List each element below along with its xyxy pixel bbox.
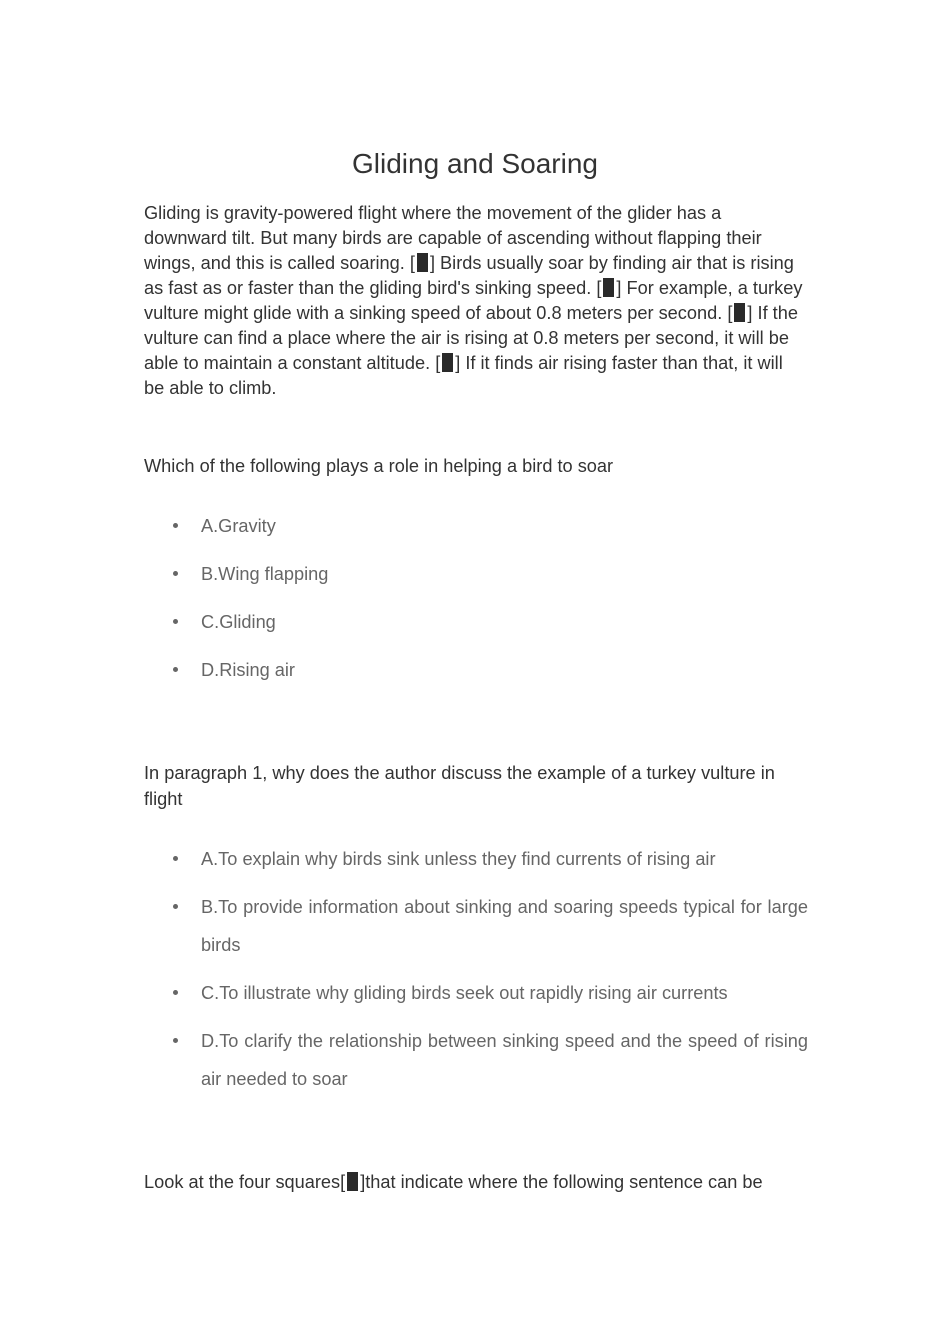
option-b[interactable]: B.Wing flapping <box>144 555 808 593</box>
question-1-options <box>144 507 808 699</box>
insertion-square-3 <box>734 303 745 322</box>
question-2-prompt: In paragraph 1, why does the author discuss the example of a turkey vulture in flight <box>144 763 775 809</box>
prompt-text: ]that indicate where the following sentence can be <box>360 1172 763 1192</box>
prompt-text: Look at the four squares[ <box>144 1172 346 1192</box>
square-symbol <box>347 1172 358 1191</box>
option-d[interactable]: D.Rising air <box>144 651 808 689</box>
insertion-square-1 <box>417 253 428 272</box>
reading-passage: Gliding is gravity-powered flight where the movement of the glider has a downward tilt. But many birds are capable of ascending without flapping their wings, and this is called soaring. [ ] Birds usually soar by finding air that is rising as fast as or faster than the gliding bird's sinking speed. [ ] For example, a turkey vulture might glide with a sinking speed of about 0.8 meters per second. [ ] If the vulture can find a place where the air is rising at 0.8 meters per second, it will be able to maintain a constant altitude. [ ] If it finds air rising faster than that, it will be able to climb. <box>144 203 803 398</box>
question-3-prompt <box>144 1169 808 1195</box>
option-c[interactable]: C.Gliding <box>144 603 808 641</box>
option-c[interactable]: C.To illustrate why gliding birds seek out rapidly rising air currents <box>144 974 808 1012</box>
insertion-square-2 <box>603 278 614 297</box>
question-1-prompt: Which of the following plays a role in helping a bird to soar <box>144 456 614 476</box>
option-b[interactable]: B.To provide information about sinking and soaring speeds typical for large birds <box>144 888 808 964</box>
passage-segment: If the vulture can find a place where the air is rising at 0.8 meters per second, it will be able to maintain a constant altitude. <box>144 303 798 373</box>
passage-segment: Gliding is gravity-powered flight where the movement of the glider has a downward tilt. But many birds are capable of ascending without flapping their wings, and this is called soaring. <box>144 203 762 273</box>
option-a[interactable]: A.To explain why birds sink unless they find currents of rising air <box>144 840 808 878</box>
option-a[interactable]: A.Gravity <box>144 507 808 545</box>
passage-segment: Birds usually soar by finding air that is rising as fast as or faster than the gliding bird's sinking speed. <box>144 253 794 298</box>
insertion-square-4 <box>442 353 453 372</box>
passage-segment: If it finds air rising faster than that, it will be able to climb. <box>144 353 783 398</box>
page-title: Gliding and Soaring <box>352 148 598 179</box>
question-2-options <box>144 840 808 1108</box>
passage-segment: For example, a turkey vulture might glide with a sinking speed of about 0.8 meters per second. <box>144 278 803 323</box>
option-d[interactable]: D.To clarify the relationship between sinking speed and the speed of rising air needed to soar <box>144 1022 808 1098</box>
